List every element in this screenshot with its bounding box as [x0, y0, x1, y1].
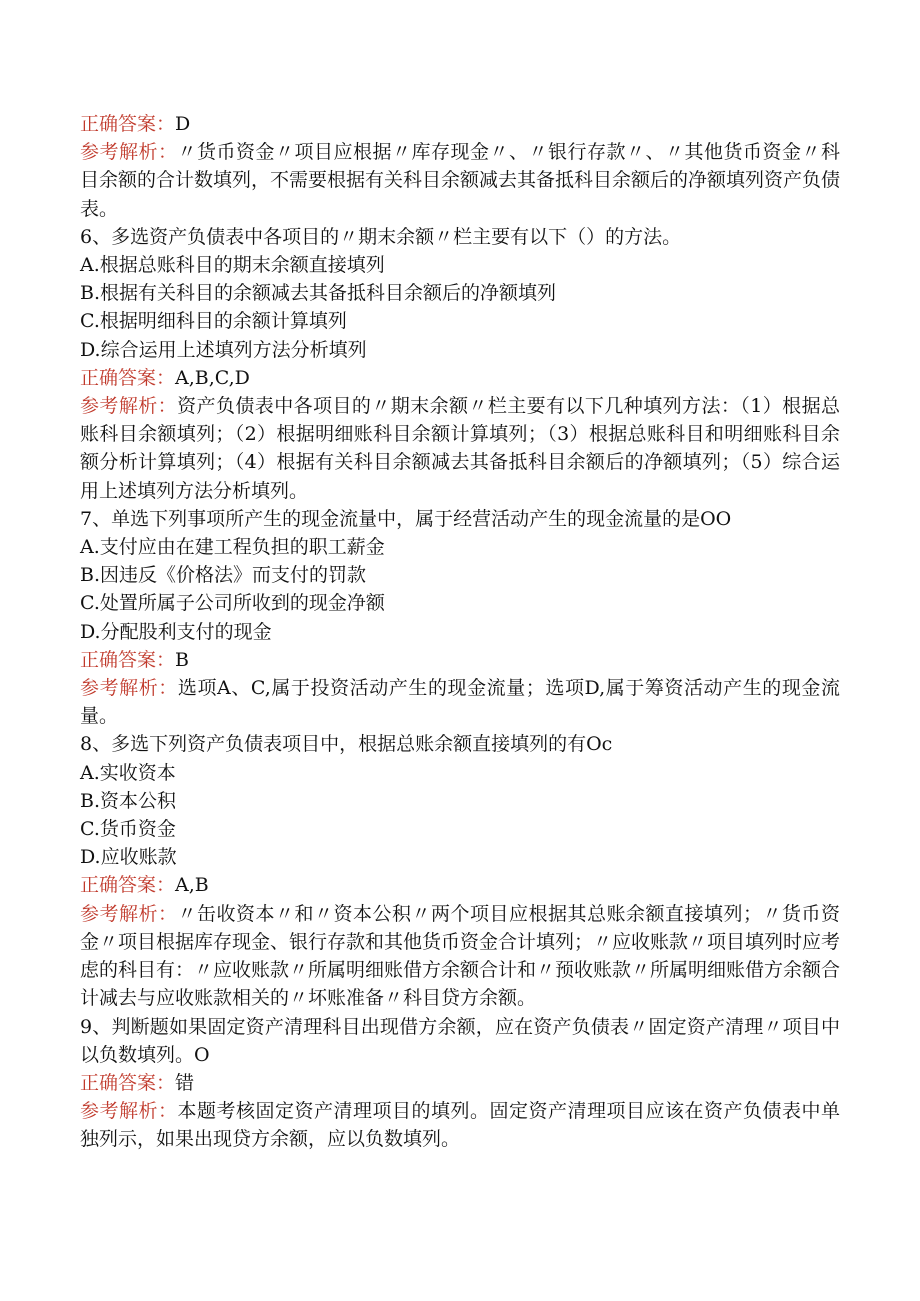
q6-option-b: B.根据有关科目的余额减去其备抵科目余额后的净额填列 — [80, 282, 557, 305]
analysis-text: 〃货币资金〃项目应根据〃库存现金〃、〃银行存款〃、〃其他货币资金〃科目余额的合计数填列，不需要根据有关科目余额减去其备抵科目余额后的净额填列资产负债表。 — [80, 141, 841, 220]
q7-option-c: C.处置所属子公司所收到的现金净额 — [80, 592, 385, 615]
answer-value: B — [175, 648, 189, 671]
q6-question: 6、多选资产负债表中各项目的〃期末余额〃栏主要有以下（）的方法。 — [80, 225, 682, 248]
answer-label: 正确答案： — [80, 648, 176, 671]
q9-analysis — [80, 1097, 840, 1153]
q7-analysis — [80, 674, 840, 730]
answer-label: 正确答案： — [80, 874, 176, 897]
answer-label: 正确答案： — [80, 113, 176, 135]
q6-option-c: C.根据明细科目的余额计算填列 — [80, 310, 347, 333]
q7-option-d: D.分配股利支付的现金 — [80, 620, 272, 643]
answer-label: 正确答案： — [80, 1071, 176, 1094]
analysis-label: 参考解析： — [80, 141, 178, 164]
q7-answer — [80, 646, 840, 674]
analysis-label: 参考解析： — [80, 902, 178, 925]
q6-analysis — [80, 392, 840, 505]
q8-question: 8、多选下列资产负债表项目中，根据总账余额直接填列的有Oc — [80, 733, 613, 756]
q7-option-a: A.支付应由在建工程负担的职工薪金 — [80, 536, 385, 559]
analysis-text: 本题考核固定资产清理项目的填列。固定资产清理项目应该在资产负债表中单独列示，如果出现贷方余额，应以负数填列。 — [80, 1100, 840, 1151]
answer-value: A,B — [175, 874, 209, 897]
document-page — [80, 110, 840, 1154]
q5-answer — [80, 110, 840, 138]
analysis-text: 选项A、C,属于投资活动产生的现金流量；选项D,属于筹资活动产生的现金流量。 — [80, 677, 840, 728]
q9-answer — [80, 1069, 840, 1097]
answer-value: 错 — [175, 1071, 195, 1094]
analysis-label: 参考解析： — [80, 395, 178, 418]
q8-option-b: B.资本公积 — [80, 789, 177, 812]
q8-option-d: D.应收账款 — [80, 846, 177, 869]
q6-option-d: D.综合运用上述填列方法分析填列 — [80, 338, 367, 361]
q8-answer — [80, 871, 840, 899]
q8-option-c: C.货币资金 — [80, 818, 176, 841]
q8-option-a: A.实收资本 — [80, 761, 176, 784]
q5-analysis — [80, 138, 840, 223]
q8-analysis — [80, 900, 840, 1013]
answer-label: 正确答案： — [80, 366, 176, 389]
q7-question: 7、单选下列事项所产生的现金流量中，属于经营活动产生的现金流量的是OO — [80, 507, 732, 530]
answer-value: D — [175, 113, 191, 135]
q6-answer — [80, 364, 840, 392]
answer-value: A,B,C,D — [175, 366, 250, 389]
q6-option-a: A.根据总账科目的期末余额直接填列 — [80, 254, 385, 277]
analysis-text: 资产负债表中各项目的〃期末余额〃栏主要有以下几种填列方法：（1）根据总账科目余额填列；（2）根据明细账科目余额计算填列；（3）根据总账科目和明细账科目余额分析计算填列；（4）根据有关科目余额减去其备抵科目余额后的净额填列；（5）综合运用上述填列方法分析填列。 — [80, 395, 840, 502]
q9-question: 9、判断题如果固定资产清理科目出现借方余额，应在资产负债表〃固定资产清理〃项目中以负数填列。O — [80, 1015, 840, 1066]
analysis-text: 〃缶收资本〃和〃资本公积〃两个项目应根据其总账余额直接填列；〃货币资金〃项目根据库存现金、银行存款和其他货币资金合计填列；〃应收账款〃项目填列时应考虑的科目有：〃应收账款〃所属明细账借方余额合计和〃预收账款〃所属明细账借方余额合计减去与应收账款相关的〃坏账准备〃科目贷方余额。 — [80, 902, 841, 1010]
q7-option-b: B.因违反《价格法》而支付的罚款 — [80, 564, 367, 587]
analysis-label: 参考解析： — [80, 677, 178, 700]
analysis-label: 参考解析： — [80, 1100, 178, 1123]
